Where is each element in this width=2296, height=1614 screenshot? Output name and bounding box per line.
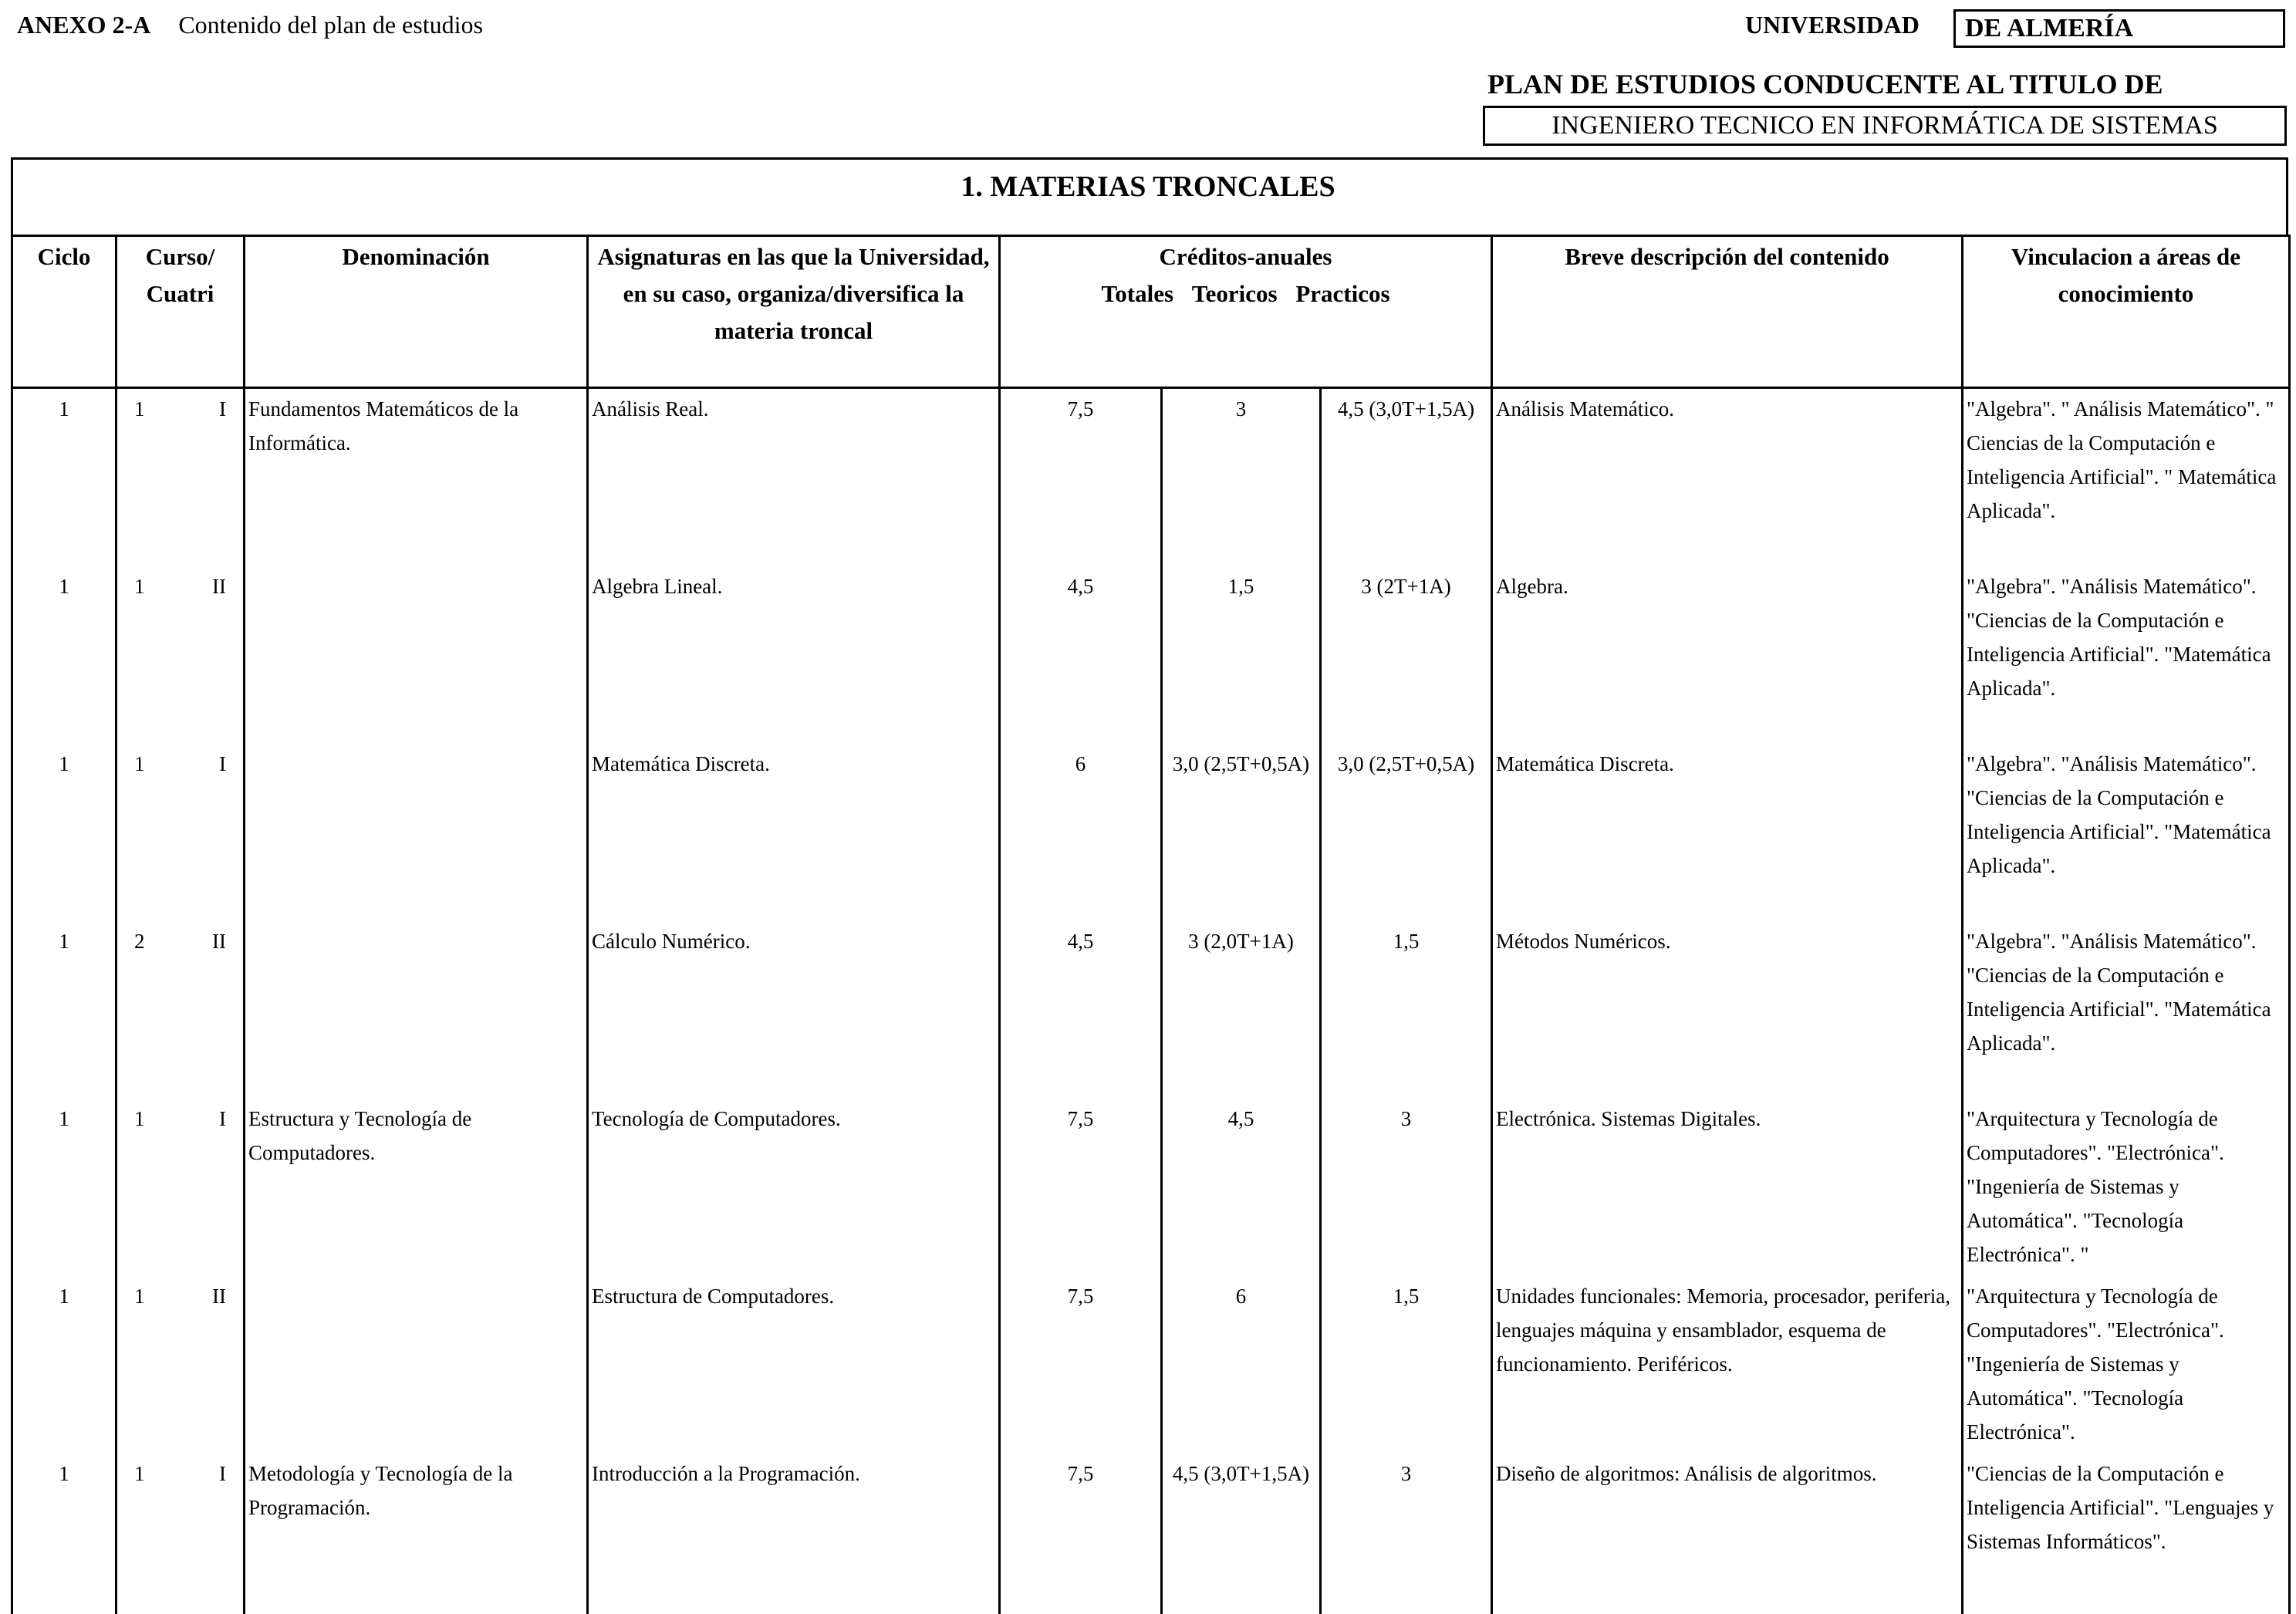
cell-curso	[116, 744, 245, 921]
table-row	[12, 744, 2290, 921]
col-ciclo: Ciclo	[12, 236, 116, 388]
cell-vinculacion: "Ciencias de la Computación e Inteligencia Artificial". "Lenguajes y Sistemas Informáticos".	[1963, 1454, 2290, 1614]
cell-curso	[116, 921, 245, 1099]
creditos-title: Créditos-anuales	[1159, 243, 1332, 270]
cell-ciclo: 1	[12, 1099, 116, 1276]
cell-descripcion: Electrónica. Sistemas Digitales.	[1492, 1099, 1963, 1276]
cell-curso	[116, 1099, 245, 1276]
cell-curso	[116, 566, 245, 744]
cell-totales: 7,5	[1000, 388, 1162, 567]
col-asignaturas: Asignaturas en las que la Universidad, en su caso, organiza/diversifica la materia troncal	[588, 236, 1000, 388]
col-descripcion: Breve descripción del contenido	[1492, 236, 1963, 388]
cell-denominacion	[245, 921, 588, 1099]
degree-title-box: INGENIERO TECNICO EN INFORMÁTICA DE SISTEMAS	[1483, 106, 2287, 146]
cell-vinculacion: "Algebra". "Análisis Matemático". "Ciencias de la Computación e Inteligencia Artificial". "Matemática Aplicada".	[1963, 744, 2290, 921]
cell-practicos: 1,5	[1321, 921, 1492, 1099]
cell-descripcion: Unidades funcionales: Memoria, procesador, periferia, lenguajes máquina y ensamblador, esquema de funcionamiento. Periféricos.	[1492, 1276, 1963, 1454]
universidad-label: UNIVERSIDAD	[1745, 11, 1920, 39]
cell-descripcion: Algebra.	[1492, 566, 1963, 744]
cell-ciclo: 1	[12, 744, 116, 921]
table-row	[12, 1276, 2290, 1454]
cell-descripcion: Diseño de algoritmos: Análisis de algoritmos.	[1492, 1454, 1963, 1614]
cell-denominacion: Fundamentos Matemáticos de la Informática.	[245, 388, 588, 567]
cell-ciclo: 1	[12, 921, 116, 1099]
cell-descripcion: Métodos Numéricos.	[1492, 921, 1963, 1099]
table-row	[12, 388, 2290, 567]
cell-descripcion: Matemática Discreta.	[1492, 744, 1963, 921]
cell-asignatura: Algebra Lineal.	[588, 566, 1000, 744]
universidad-name-box: DE ALMERÍA	[1953, 9, 2285, 48]
cell-teoricos: 4,5	[1162, 1099, 1321, 1276]
cell-cuatri: I	[219, 1462, 226, 1485]
col-teoricos: Teoricos	[1191, 280, 1278, 307]
cell-curso	[116, 1276, 245, 1454]
cell-curso-num: 1	[134, 1462, 145, 1485]
table-row	[12, 1099, 2290, 1276]
cell-denominacion	[245, 566, 588, 744]
table-header-row	[12, 236, 2290, 388]
cell-denominacion: Estructura y Tecnología de Computadores.	[245, 1099, 588, 1276]
cell-teoricos: 3,0 (2,5T+0,5A)	[1162, 744, 1321, 921]
cell-vinculacion: "Algebra". "Análisis Matemático". "Ciencias de la Computación e Inteligencia Artificial". "Matemática Aplicada".	[1963, 566, 2290, 744]
col-practicos: Practicos	[1295, 280, 1390, 307]
cell-ciclo: 1	[12, 566, 116, 744]
cell-cuatri: II	[212, 930, 226, 953]
cell-practicos: 4,5 (3,0T+1,5A)	[1321, 388, 1492, 567]
cell-curso-num: 1	[134, 397, 145, 420]
cell-curso	[116, 388, 245, 567]
cell-ciclo: 1	[12, 1454, 116, 1614]
cell-vinculacion: "Arquitectura y Tecnología de Computadores". "Electrónica". "Ingeniería de Sistemas y Automática". "Tecnología Electrónica". "	[1963, 1099, 2290, 1276]
plan-title: PLAN DE ESTUDIOS CONDUCENTE AL TITULO DE	[1487, 69, 2163, 100]
cell-asignatura: Introducción a la Programación.	[588, 1454, 1000, 1614]
cell-practicos: 3	[1321, 1099, 1492, 1276]
cell-totales: 4,5	[1000, 566, 1162, 744]
cell-totales: 7,5	[1000, 1099, 1162, 1276]
cell-asignatura: Análisis Real.	[588, 388, 1000, 567]
col-totales: Totales	[1101, 280, 1174, 307]
cell-cuatri: I	[219, 752, 226, 775]
cell-cuatri: I	[219, 397, 226, 420]
document-header-left	[17, 11, 483, 39]
cell-denominacion	[245, 744, 588, 921]
cell-ciclo: 1	[12, 388, 116, 567]
section-title: 1. MATERIAS TRONCALES	[961, 171, 1335, 203]
cell-curso-num: 2	[134, 930, 145, 953]
cell-teoricos: 4,5 (3,0T+1,5A)	[1162, 1454, 1321, 1614]
cell-cuatri: I	[219, 1107, 226, 1130]
cell-vinculacion: "Arquitectura y Tecnología de Computadores". "Electrónica". "Ingeniería de Sistemas y Automática". "Tecnología Electrónica".	[1963, 1276, 2290, 1454]
cell-curso	[116, 1454, 245, 1614]
cell-vinculacion: "Algebra". "Análisis Matemático". "Ciencias de la Computación e Inteligencia Artificial". "Matemática Aplicada".	[1963, 921, 2290, 1099]
table-row	[12, 1454, 2290, 1614]
cell-asignatura: Estructura de Computadores.	[588, 1276, 1000, 1454]
cell-cuatri: II	[212, 575, 226, 598]
cell-denominacion: Metodología y Tecnología de la Programación.	[245, 1454, 588, 1614]
cell-descripcion: Análisis Matemático.	[1492, 388, 1963, 567]
cell-teoricos: 1,5	[1162, 566, 1321, 744]
cell-totales: 7,5	[1000, 1454, 1162, 1614]
table-row	[12, 566, 2290, 744]
cell-curso-num: 1	[134, 1285, 145, 1308]
cell-totales: 4,5	[1000, 921, 1162, 1099]
cell-asignatura: Tecnología de Computadores.	[588, 1099, 1000, 1276]
cell-totales: 7,5	[1000, 1276, 1162, 1454]
cell-cuatri: II	[212, 1285, 226, 1308]
document-subtitle: Contenido del plan de estudios	[178, 11, 483, 39]
cell-totales: 6	[1000, 744, 1162, 921]
creditos-subheaders	[1004, 275, 1487, 312]
cell-denominacion	[245, 1276, 588, 1454]
cell-teoricos: 3	[1162, 388, 1321, 567]
cell-teoricos: 3 (2,0T+1A)	[1162, 921, 1321, 1099]
anexo-label: ANEXO 2-A	[17, 11, 151, 39]
cell-teoricos: 6	[1162, 1276, 1321, 1454]
cell-ciclo: 1	[12, 1276, 116, 1454]
cell-curso-num: 1	[134, 752, 145, 775]
table-row	[12, 921, 2290, 1099]
cell-curso-num: 1	[134, 1107, 145, 1130]
cell-asignatura: Cálculo Numérico.	[588, 921, 1000, 1099]
cell-curso-num: 1	[134, 575, 145, 598]
col-curso: Curso/ Cuatri	[116, 236, 245, 388]
col-denominacion: Denominación	[245, 236, 588, 388]
cell-practicos: 3,0 (2,5T+0,5A)	[1321, 744, 1492, 921]
cell-asignatura: Matemática Discreta.	[588, 744, 1000, 921]
col-creditos	[1000, 236, 1492, 388]
cell-practicos: 3 (2T+1A)	[1321, 566, 1492, 744]
cell-practicos: 1,5	[1321, 1276, 1492, 1454]
materias-table	[11, 235, 2291, 1614]
cell-vinculacion: "Algebra". " Análisis Matemático". " Ciencias de la Computación e Inteligencia Artificial". " Matemática Aplicada".	[1963, 388, 2290, 567]
col-vinculacion: Vinculacion a áreas de conocimiento	[1963, 236, 2290, 388]
cell-practicos: 3	[1321, 1454, 1492, 1614]
